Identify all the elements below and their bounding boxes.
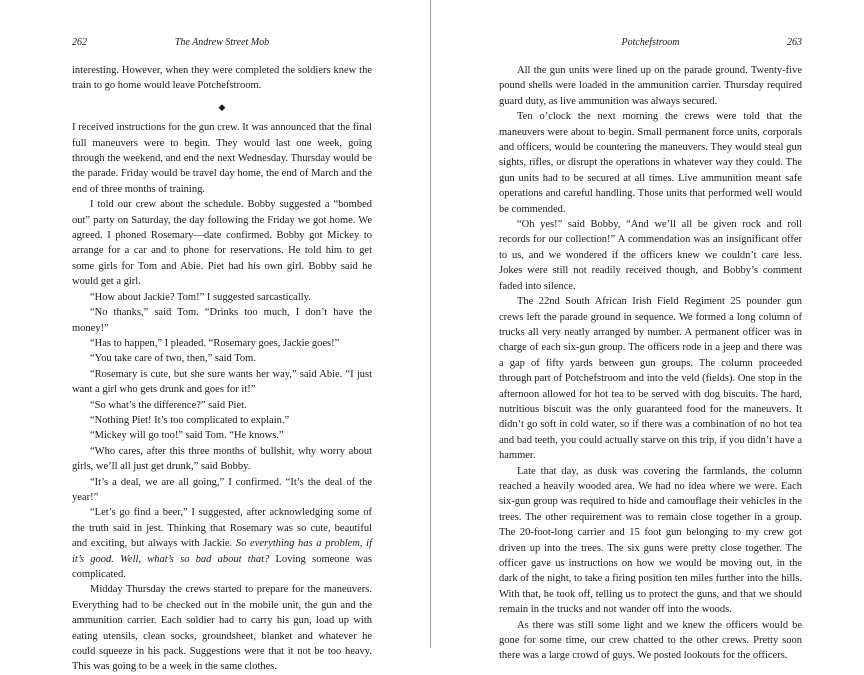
paragraph: “You take care of two, then,” said Tom. <box>90 353 256 365</box>
paragraph: Late that day, as dusk was covering the farmlands, the column reached a heavily wooded area. We had no idea where we were. Each six-gun group was required to hide and camouflage their vehicles in the trees. The other requirement was to remain close together in a group. The 20-foot-long carrier and 15 foot gun belonging to my crew got driven up into the trees. The six guns were pretty close together. The officer gave us instructions on how we would be moving out, in the dark of the night, to take a firing position ten miles further into the hills. With that, he took off, telling us to protect the guns, and that we should remain in the trucks and not wander off into the woods. <box>499 465 802 616</box>
right-page-number: 263 <box>787 37 802 48</box>
paragraph: I received instructions for the gun crew. It was announced that the final full maneuvers were to begin. They would last one week, going through the weekend, and end the next Wednesday. Thursday would be the parade. Friday would be travel day home, the end of March and the end of three months of training. <box>72 122 372 195</box>
paragraph-text: Loving someone was complicated. <box>72 553 372 580</box>
right-page-body <box>499 63 802 664</box>
paragraph: “Mickey will go too!” said Tom. “He knows.” <box>90 430 284 442</box>
left-page <box>0 0 430 673</box>
paragraph: All the gun units were lined up on the parade ground. Twenty-five pound shells were loaded in the ammunition carrier. Thursday required guard duty, as live ammunition was always secured. <box>499 65 802 107</box>
paragraph: The 22nd South African Irish Field Regiment 25 pounder gun crews left the parade ground in sequence. We formed a long column of trucks all very neatly arranged by number. A permanent officer was in charge of each six-gun group. The officers rode in a jeep and there was a gap of fifty yards between gun groups. The column proceeded through part of Potchefstroom and into the veld (fields). One stop in the afternoon allowed for hot tea to be served with dog biscuits. The hard, nutritious biscuit was the only guaranteed food for the maneuvers. It didn’t go soft in cold water, so if there was a combination of no hot tea and bad teeth, you could actually starve on this trip, if you didn’t have a hammer. <box>499 296 802 462</box>
paragraph: Ten o’clock the next morning the crews were told that the maneuvers were about to begin. Small permanent force units, corporals and officers, would be countering the maneuvers. They would steal gun sights, rifles, or disrupt the operations in whatever way they could. The gun units had to be secured at all times. Live ammunition meant safe operations and careful handling. Those units that performed well would be commended. <box>499 111 802 215</box>
left-running-header <box>72 37 372 51</box>
paragraph: “How about Jackie? Tom!” I suggested sarcastically. <box>90 291 311 303</box>
right-running-head-title: Potchefstroom <box>621 37 680 48</box>
section-break-ornament: ◆ <box>218 101 226 112</box>
paragraph: “Who cares, after this three months of bullshit, why worry about girls, we’ll all just get drunk,” said Bobby. <box>72 445 372 473</box>
paragraph: “So what’s the difference?” said Piet. <box>90 399 247 411</box>
paragraph: “Oh yes!” said Bobby, “And we’ll all be given rock and roll records for our collection!” A commendation was an insignificant offer to us, and we wondered if the officers knew we couldn’t care less. Jokes were still not readily received though, and Bobby’s comment faded into silence. <box>499 219 802 292</box>
paragraph: I told our crew about the schedule. Bobby suggested a “bombed out” party on Saturday, the day following the Friday we got home. We agreed. I phoned Rosemary—date confirmed. Bobby got Mickey to arrange for a car and to phone for reservations. He told him to get some girls for Tom and Abie. Piet had his own girl. Bobby said he would get a girl. <box>72 199 372 288</box>
paragraph-text: “Let’s go find a beer,” I suggested, after acknowledging some of the truth said in jest. Thinking that Rosemary was so cute, beautiful and exciting, but always with Jackie. <box>72 507 372 550</box>
paragraph <box>72 505 372 582</box>
left-page-number: 262 <box>72 37 87 48</box>
paragraph: “Has to happen,” I pleaded. “Rosemary goes, Jackie goes!” <box>90 337 340 349</box>
right-page <box>431 0 864 662</box>
italic-thought: So everything has a problem, if it’s good. Well, what’s so bad about that? <box>72 538 372 565</box>
right-running-header <box>499 37 802 51</box>
paragraph: interesting. However, when they were completed the soldiers knew the train to go home would leave Potchefstroom. <box>72 65 372 92</box>
left-page-body <box>72 63 372 675</box>
paragraph: “No thanks,” said Tom. “Drinks too much, I don’t have the money!” <box>72 307 372 334</box>
paragraph: “It’s a deal, we are all going,” I confirmed. “It’s the deal of the year!” <box>72 476 372 503</box>
paragraph: Midday Thursday the crews started to prepare for the maneuvers. Everything had to be checked out in the mobile unit, the gun and the ammunition carrier. Each soldier had to carry his gun, load up with eating utensils, clean socks, groundsheet, blanket and whatever he could squeeze in his pack. Suggestions were that it not be too heavy. This was going to be a week in the same clothes. <box>72 584 372 673</box>
paragraph: As there was still some light and we knew the officers would be gone for some time, our crew chatted to the other crews. Pretty soon there was a large crowd of guys. We posted lookouts for the officers. <box>499 619 802 662</box>
left-running-head-title: The Andrew Street Mob <box>174 37 270 48</box>
paragraph: “Nothing Piet! It’s too complicated to explain.” <box>90 414 290 426</box>
paragraph: “Rosemary is cute, but she sure wants her way,” said Abie. “I just want a girl who gets drunk and goes for it!” <box>72 368 372 396</box>
